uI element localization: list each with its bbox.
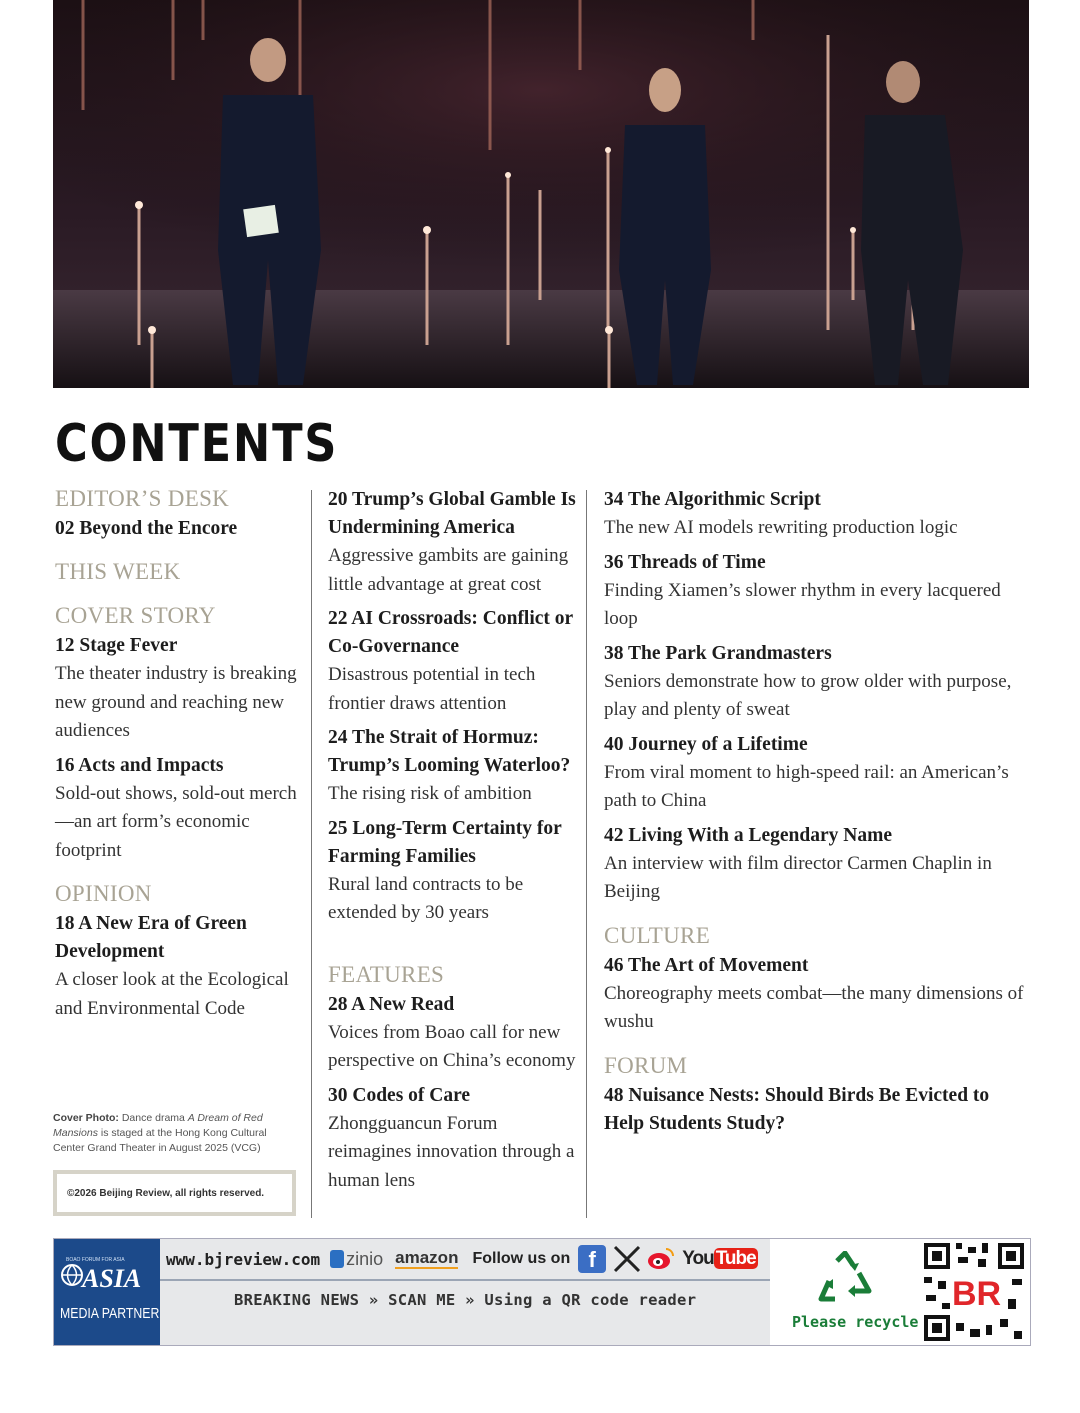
footer-banner: [53, 1238, 1031, 1346]
toc-entry[interactable]: [604, 549, 1029, 634]
zinio-z-icon: [330, 1250, 344, 1268]
cover-photo-text-before: Dance drama: [118, 1112, 188, 1124]
toc-entry[interactable]: [328, 605, 578, 718]
toc-entry-title: 18 A New Era of Green Development: [55, 913, 247, 962]
toc-entry-title: 48 Nuisance Nests: Should Birds Be Evicted to Help Students Study?: [604, 1084, 990, 1134]
section-heading: CULTURE: [604, 922, 711, 948]
recycle-panel: [770, 1239, 920, 1345]
copyright-text: ©2026 Beijing Review, all rights reserved.: [67, 1187, 265, 1199]
contents-column-3: [604, 486, 1029, 1144]
toc-entry[interactable]: [604, 640, 1029, 725]
zinio-link[interactable]: [330, 1249, 383, 1270]
toc-entry[interactable]: [328, 724, 578, 809]
section-heading: FORUM: [604, 1052, 688, 1078]
toc-entry-description: The rising risk of ambition: [328, 783, 532, 804]
cover-photo-label: Cover Photo:: [53, 1112, 119, 1124]
toc-entry-title: 34 The Algorithmic Script: [604, 489, 821, 510]
section-block: [604, 1053, 1029, 1138]
breaking-news-text: BREAKING NEWS » SCAN ME » Using a QR code reader: [234, 1291, 697, 1309]
toc-entry-description: From viral moment to high-speed rail: an American’s path to China: [604, 761, 1009, 811]
website-link[interactable]: www.bjreview.com: [166, 1249, 321, 1269]
boao-asia-media-partner[interactable]: [54, 1239, 160, 1345]
toc-entry[interactable]: [55, 632, 300, 746]
toc-entry-title: 38 The Park Grandmasters: [604, 642, 832, 664]
section-block: [55, 603, 300, 865]
section-heading: EDITOR’S DESK: [55, 486, 230, 511]
section-block: [55, 486, 300, 543]
youtube-you-text: You: [682, 1248, 714, 1269]
toc-entry-title: 42 Living With a Legendary Name: [604, 824, 893, 846]
section-block: [604, 923, 1029, 1037]
toc-entry-description: Rural land contracts to be extended by 30 years: [328, 873, 524, 923]
toc-entry-title: 12 Stage Fever: [55, 635, 178, 656]
boao-small-text: BOAO FORUM FOR ASIA: [66, 1257, 125, 1263]
toc-entry[interactable]: [55, 515, 300, 543]
column-divider: [586, 490, 587, 1218]
toc-entry-description: The new AI models rewriting production logic: [604, 517, 958, 538]
toc-entry-title: 28 A New Read: [328, 993, 455, 1015]
toc-entry-title: 22 AI Crossroads: Conflict or Co-Governance: [328, 608, 573, 657]
toc-entry-description: Choreography meets combat—the many dimensions of wushu: [604, 982, 1024, 1032]
toc-entry-title: 30 Codes of Care: [328, 1084, 471, 1106]
toc-entry-title: 16 Acts and Impacts: [55, 754, 224, 776]
section-block: [55, 881, 300, 1023]
qr-code-graphic: [920, 1239, 1028, 1345]
contents-column-2: [328, 486, 578, 1201]
column-divider: [311, 490, 312, 1218]
toc-entry[interactable]: [55, 910, 300, 1023]
toc-entry-description: Zhongguancun Forum reimagines innovation through a human lens: [328, 1112, 575, 1191]
toc-entry[interactable]: [328, 1082, 578, 1196]
recycle-icon: [815, 1251, 875, 1307]
media-partner-label: MEDIA PARTNER: [60, 1305, 160, 1322]
cover-photo-caption: [53, 1111, 293, 1156]
section-heading: FEATURES: [328, 961, 445, 987]
toc-entry-description: A closer look at the Ecological and Environmental Code: [55, 969, 289, 1019]
contents-heading: CONTENTS: [55, 414, 339, 474]
toc-entry-title: 24 The Strait of Hormuz: Trump’s Looming Waterloo?: [328, 727, 571, 776]
x-twitter-icon[interactable]: [612, 1244, 642, 1274]
youtube-tube-text: Tube: [715, 1248, 756, 1269]
toc-entry-description: Sold-out shows, sold-out merch—an art form’s economic footprint: [55, 782, 297, 861]
facebook-icon[interactable]: f: [578, 1245, 606, 1273]
toc-entry-description: Disastrous potential in tech frontier draws attention: [328, 664, 536, 714]
stage-illustration: [53, 0, 1029, 388]
weibo-icon[interactable]: [646, 1246, 676, 1272]
footer-links-band: [160, 1239, 771, 1345]
section-heading: COVER STORY: [55, 603, 216, 628]
cover-photo-text-after: is staged at the Hong Kong Cultural Center Grand Theater in August 2025 (VCG): [53, 1127, 267, 1154]
toc-entry-description: Seniors demonstrate how to grow older with purpose, play and plenty of sweat: [604, 670, 1012, 720]
toc-entry[interactable]: [604, 1082, 1029, 1138]
br-logo: BR: [952, 1275, 1002, 1313]
contents-column-1: [55, 486, 300, 1029]
toc-entry[interactable]: [604, 822, 1029, 907]
toc-entry-description: Voices from Boao call for new perspective on China’s economy: [328, 1021, 576, 1071]
please-recycle-label: Please recycle: [792, 1313, 919, 1331]
toc-entry-title: 36 Threads of Time: [604, 551, 766, 573]
toc-entry-description: Aggressive gambits are gaining little advantage at great cost: [328, 545, 569, 595]
zinio-label: zinio: [346, 1248, 384, 1269]
hero-stage-photo: [53, 0, 1029, 388]
youtube-link[interactable]: [682, 1248, 757, 1270]
toc-entry[interactable]: [328, 991, 578, 1076]
cover-photo-title: A Dream of Red Mansions: [53, 1112, 263, 1139]
section-block: [328, 962, 578, 1196]
qr-code[interactable]: [920, 1239, 1030, 1345]
section-block: [55, 559, 300, 585]
toc-entry-title: 02 Beyond the Encore: [55, 518, 238, 539]
amazon-link[interactable]: amazon: [395, 1248, 459, 1267]
toc-entry-description: An interview with film director Carmen Chaplin in Beijing: [604, 852, 992, 902]
toc-entry-title: 46 The Art of Movement: [604, 954, 809, 976]
toc-entry-title: 40 Journey of a Lifetime: [604, 733, 808, 755]
footer-links-row: [160, 1239, 770, 1281]
follow-us-label: Follow us on: [472, 1250, 571, 1267]
toc-entry[interactable]: [55, 752, 300, 866]
toc-entry-title: 20 Trump’s Global Gamble Is Undermining America: [328, 489, 576, 538]
section-block: [604, 486, 1029, 907]
asia-logo-text: ASIA: [82, 1264, 142, 1293]
section-block: [328, 486, 578, 928]
toc-entry[interactable]: [328, 486, 578, 599]
toc-entry-description: The theater industry is breaking new ground and reaching new audiences: [55, 663, 297, 741]
copyright-notice: [53, 1170, 296, 1216]
toc-entry[interactable]: [604, 952, 1029, 1037]
toc-entry[interactable]: [328, 815, 578, 928]
toc-entry-title: 25 Long-Term Certainty for Farming Families: [328, 817, 562, 867]
toc-entry[interactable]: [604, 731, 1029, 816]
toc-entry[interactable]: [604, 486, 1029, 543]
section-heading: OPINION: [55, 881, 152, 906]
toc-entry-description: Finding Xiamen’s slower rhythm in every lacquered loop: [604, 579, 1001, 629]
section-heading: THIS WEEK: [55, 559, 181, 584]
globe-icon: [60, 1263, 84, 1287]
